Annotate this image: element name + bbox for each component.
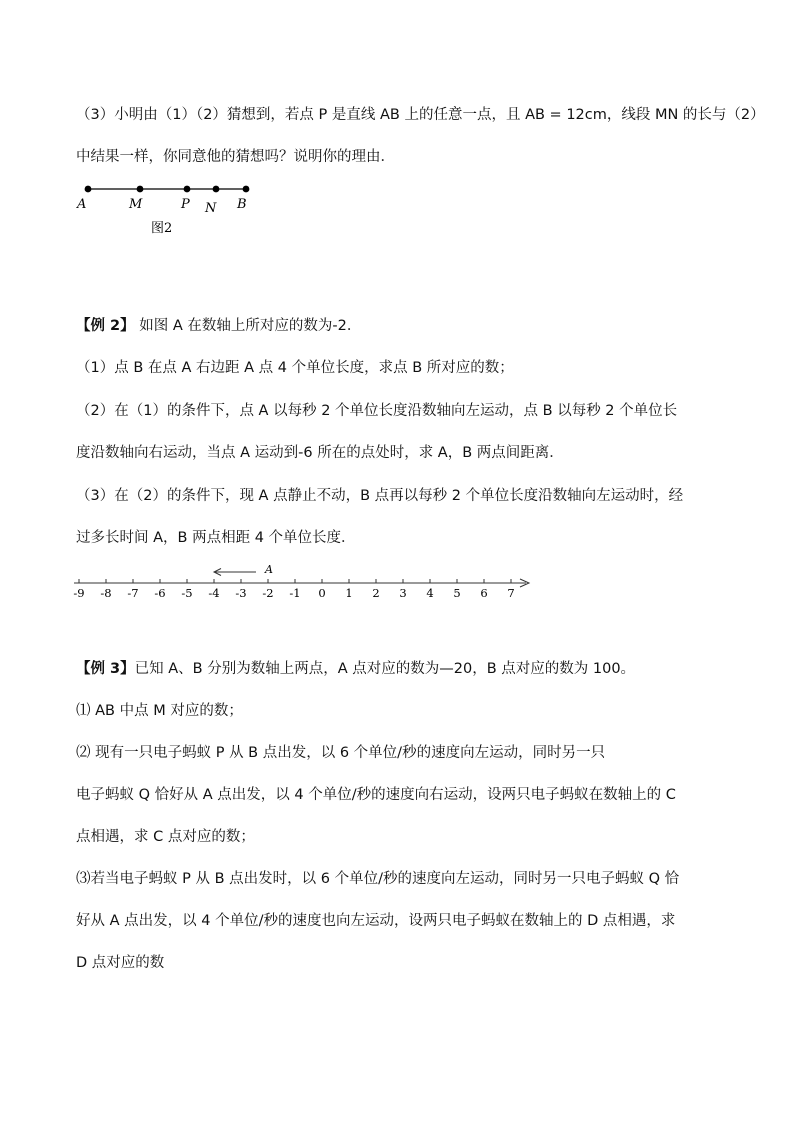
tick-label: -1: [289, 586, 301, 600]
point-n-label: N: [205, 201, 217, 216]
tick-label: -9: [73, 586, 85, 600]
ex3-q2-line3: 点相遇，求 C 点对应的数；: [76, 829, 255, 845]
ex3-intro-line: [76, 659, 635, 679]
point-a-dot: [85, 186, 92, 193]
point-b-dot: [243, 186, 250, 193]
ex3-q2-line2: 电子蚂蚁 Q 恰好从 A 点出发，以 4 个单位/秒的速度向右运动，设两只电子蚂蚁在数轴上的 C: [76, 787, 676, 803]
tick-label: -8: [100, 586, 112, 600]
ex1-q3-line1: （3）小明由（1）（2）猜想到，若点 P 是直线 AB 上的任意一点，且 AB = 12cm，线段 MN 的长与（2）: [76, 107, 765, 123]
tick-label: -3: [235, 586, 247, 600]
tick-label: 6: [480, 586, 488, 600]
tick-label: 1: [345, 586, 353, 600]
point-a-marker-label: A: [265, 563, 273, 576]
ex3-title: 【例 3】: [76, 661, 135, 677]
tick-label: 2: [372, 586, 380, 600]
ex2-q3-line1: （3）在（2）的条件下，现 A 点静止不动，B 点再以每秒 2 个单位长度沿数轴向左运动时，经: [76, 488, 684, 504]
ex2-q3-line2: 过多长时间 A，B 两点相距 4 个单位长度．: [76, 530, 356, 546]
ex2-title: 【例 2】: [76, 318, 135, 334]
number-line: [60, 560, 550, 604]
point-n-dot: [213, 186, 220, 193]
ex2-q2-line2: 度沿数轴向右运动，当点 A 运动到-6 所在的点处时，求 A，B 两点间距离．: [76, 445, 564, 461]
ex2-intro: 如图 A 在数轴上所对应的数为-2．: [134, 318, 362, 334]
point-a-label: A: [77, 197, 87, 212]
ex3-q3-line1: ⑶若当电子蚂蚁 P 从 B 点出发时，以 6 个单位/秒的速度向左运动，同时另一只电子蚂蚁 Q 恰: [76, 871, 680, 887]
tick-label: 0: [318, 586, 326, 600]
point-p-label: P: [181, 197, 190, 212]
point-m-dot: [137, 186, 144, 193]
ex2-q2-line1: （2）在（1）的条件下，点 A 以每秒 2 个单位长度沿数轴向左运动，点 B 以每秒 2 个单位长: [76, 403, 678, 419]
point-m-label: M: [129, 197, 143, 212]
ex3-q1: ⑴ AB 中点 M 对应的数；: [76, 703, 243, 719]
ex2-q1: （1）点 B 在点 A 右边距 A 点 4 个单位长度，求点 B 所对应的数；: [76, 360, 514, 376]
point-p-dot: [184, 186, 191, 193]
tick-label: -2: [262, 586, 274, 600]
ex3-q3-line3: D 点对应的数: [76, 955, 165, 971]
tick-label: 5: [453, 586, 461, 600]
ex1-q3-line2: 中结果一样，你同意他的猜想吗？说明你的理由．: [76, 149, 395, 165]
ex3-q3-line2: 好从 A 点出发，以 4 个单位/秒的速度也向左运动，设两只电子蚂蚁在数轴上的 D 点相遇，求: [76, 913, 676, 929]
tick-label: -4: [208, 586, 220, 600]
figure-caption: 图2: [151, 221, 173, 236]
tick-label: 4: [426, 586, 434, 600]
tick-label: 3: [399, 586, 407, 600]
ex3-q2-line1: ⑵ 现有一只电子蚂蚁 P 从 B 点出发，以 6 个单位/秒的速度向左运动，同时另一只: [76, 745, 606, 761]
tick-label: -6: [154, 586, 166, 600]
ex3-intro: 已知 A、B 分别为数轴上两点，A 点对应的数为—20，B 点对应的数为 100。: [134, 661, 636, 677]
segment-figure: [70, 178, 270, 240]
tick-label: -5: [181, 586, 193, 600]
point-b-label: B: [237, 197, 247, 212]
ex2-intro-line: [76, 316, 361, 336]
tick-label: 7: [507, 586, 515, 600]
tick-label: -7: [127, 586, 139, 600]
